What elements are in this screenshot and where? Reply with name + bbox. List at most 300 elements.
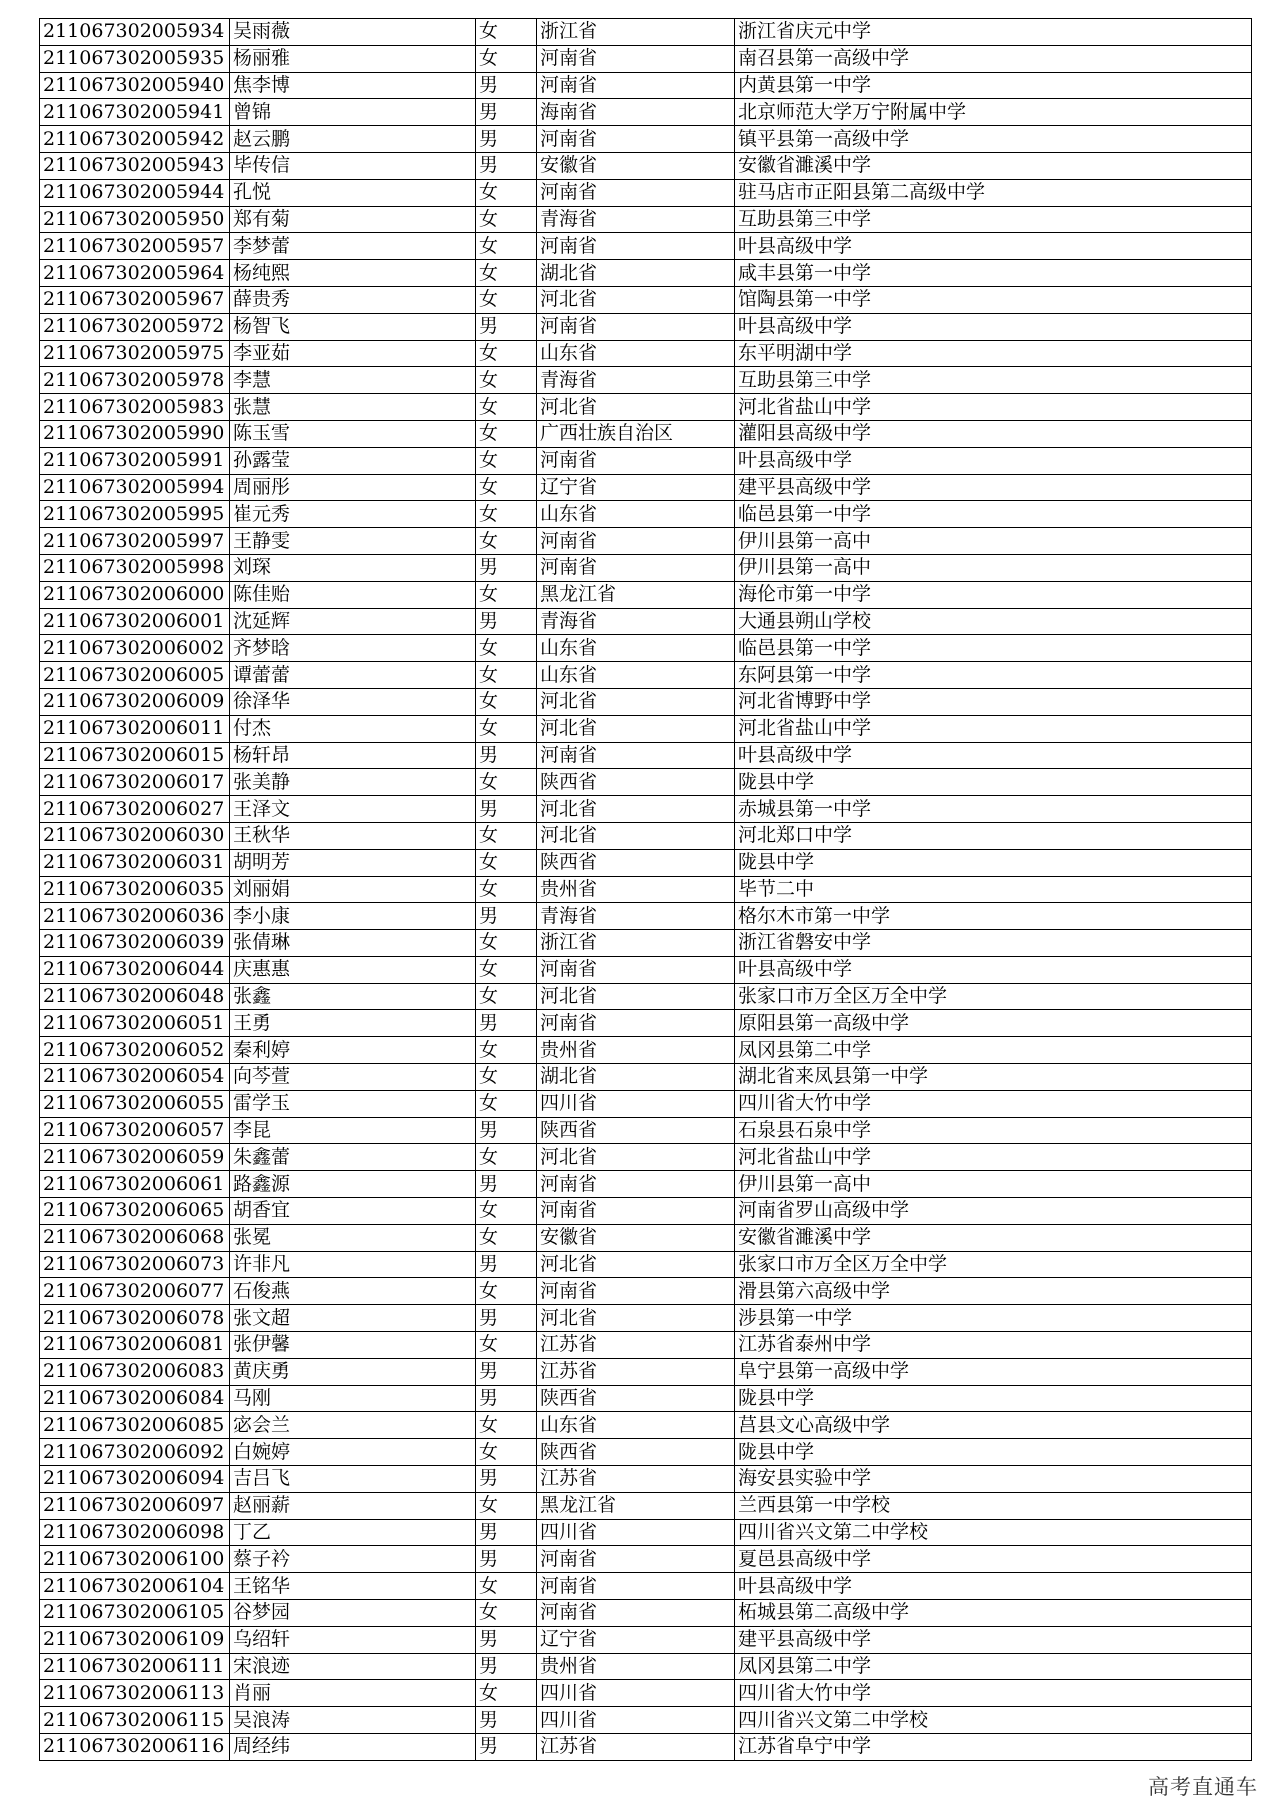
table-row xyxy=(40,554,1252,581)
school-cell: 四川省大竹中学 xyxy=(735,1090,1252,1117)
table-row xyxy=(40,1385,1252,1412)
table-row xyxy=(40,19,1252,46)
gender-cell: 女 xyxy=(476,1600,537,1627)
gender-cell: 女 xyxy=(476,286,537,313)
table-row xyxy=(40,715,1252,742)
province-cell: 河南省 xyxy=(537,1010,735,1037)
province-cell: 黑龙江省 xyxy=(537,1492,735,1519)
province-cell: 河南省 xyxy=(537,233,735,260)
name-cell: 杨纯熙 xyxy=(230,260,476,287)
table-row xyxy=(40,1332,1252,1359)
table-row xyxy=(40,876,1252,903)
gender-cell: 男 xyxy=(476,1305,537,1332)
school-cell: 临邑县第一中学 xyxy=(735,501,1252,528)
table-row xyxy=(40,1734,1252,1761)
province-cell: 江苏省 xyxy=(537,1466,735,1493)
name-cell: 胡明芳 xyxy=(230,849,476,876)
name-cell: 毕传信 xyxy=(230,152,476,179)
gender-cell: 女 xyxy=(476,983,537,1010)
candidate-id-cell: 211067302005964 xyxy=(40,260,230,287)
gender-cell: 男 xyxy=(476,1546,537,1573)
gender-cell: 男 xyxy=(476,1653,537,1680)
province-cell: 浙江省 xyxy=(537,19,735,46)
province-cell: 河南省 xyxy=(537,1546,735,1573)
province-cell: 河南省 xyxy=(537,1198,735,1225)
province-cell: 河北省 xyxy=(537,688,735,715)
candidate-id-cell: 211067302006001 xyxy=(40,608,230,635)
candidate-id-cell: 211067302005957 xyxy=(40,233,230,260)
watermark-text: 高考直通车 xyxy=(1148,1775,1258,1799)
name-cell: 谭蕾蕾 xyxy=(230,662,476,689)
table-row xyxy=(40,1573,1252,1600)
school-cell: 陇县中学 xyxy=(735,1439,1252,1466)
candidate-id-cell: 211067302006105 xyxy=(40,1600,230,1627)
school-cell: 驻马店市正阳县第二高级中学 xyxy=(735,179,1252,206)
gender-cell: 女 xyxy=(476,19,537,46)
candidate-id-cell: 211067302006100 xyxy=(40,1546,230,1573)
candidate-id-cell: 211067302006039 xyxy=(40,930,230,957)
school-cell: 大通县朔山学校 xyxy=(735,608,1252,635)
province-cell: 河北省 xyxy=(537,286,735,313)
name-cell: 杨丽雅 xyxy=(230,45,476,72)
gender-cell: 女 xyxy=(476,179,537,206)
name-cell: 吴浪涛 xyxy=(230,1707,476,1734)
candidate-id-cell: 211067302006109 xyxy=(40,1626,230,1653)
name-cell: 张冕 xyxy=(230,1224,476,1251)
province-cell: 四川省 xyxy=(537,1680,735,1707)
school-cell: 互助县第三中学 xyxy=(735,367,1252,394)
table-row xyxy=(40,1010,1252,1037)
candidate-id-cell: 211067302006000 xyxy=(40,581,230,608)
school-cell: 叶县高级中学 xyxy=(735,956,1252,983)
table-row xyxy=(40,662,1252,689)
name-cell: 焦李博 xyxy=(230,72,476,99)
province-cell: 贵州省 xyxy=(537,1653,735,1680)
gender-cell: 男 xyxy=(476,313,537,340)
table-row xyxy=(40,769,1252,796)
name-cell: 吉吕飞 xyxy=(230,1466,476,1493)
name-cell: 刘琛 xyxy=(230,554,476,581)
candidate-id-cell: 211067302005942 xyxy=(40,126,230,153)
school-cell: 叶县高级中学 xyxy=(735,313,1252,340)
name-cell: 朱鑫蕾 xyxy=(230,1144,476,1171)
table-row xyxy=(40,394,1252,421)
gender-cell: 女 xyxy=(476,1278,537,1305)
province-cell: 江苏省 xyxy=(537,1358,735,1385)
table-row xyxy=(40,313,1252,340)
province-cell: 山东省 xyxy=(537,1412,735,1439)
province-cell: 四川省 xyxy=(537,1707,735,1734)
school-cell: 张家口市万全区万全中学 xyxy=(735,1251,1252,1278)
province-cell: 浙江省 xyxy=(537,930,735,957)
school-cell: 河南省罗山高级中学 xyxy=(735,1198,1252,1225)
gender-cell: 男 xyxy=(476,1117,537,1144)
table-row xyxy=(40,340,1252,367)
candidate-id-cell: 211067302006057 xyxy=(40,1117,230,1144)
table-row xyxy=(40,420,1252,447)
name-cell: 薛贵秀 xyxy=(230,286,476,313)
gender-cell: 女 xyxy=(476,662,537,689)
candidate-id-cell: 211067302006052 xyxy=(40,1037,230,1064)
gender-cell: 女 xyxy=(476,394,537,421)
candidate-id-cell: 211067302006104 xyxy=(40,1573,230,1600)
school-cell: 陇县中学 xyxy=(735,849,1252,876)
name-cell: 周经纬 xyxy=(230,1734,476,1761)
school-cell: 江苏省阜宁中学 xyxy=(735,1734,1252,1761)
gender-cell: 男 xyxy=(476,1734,537,1761)
name-cell: 刘丽娟 xyxy=(230,876,476,903)
province-cell: 安徽省 xyxy=(537,152,735,179)
school-cell: 建平县高级中学 xyxy=(735,474,1252,501)
table-row xyxy=(40,1358,1252,1385)
name-cell: 杨轩昂 xyxy=(230,742,476,769)
candidate-id-cell: 211067302006055 xyxy=(40,1090,230,1117)
gender-cell: 女 xyxy=(476,769,537,796)
candidate-id-cell: 211067302006017 xyxy=(40,769,230,796)
candidate-id-cell: 211067302006035 xyxy=(40,876,230,903)
school-cell: 浙江省庆元中学 xyxy=(735,19,1252,46)
gender-cell: 男 xyxy=(476,72,537,99)
school-cell: 赤城县第一中学 xyxy=(735,796,1252,823)
candidate-id-cell: 211067302006065 xyxy=(40,1198,230,1225)
gender-cell: 男 xyxy=(476,554,537,581)
name-cell: 崔元秀 xyxy=(230,501,476,528)
school-cell: 河北省盐山中学 xyxy=(735,394,1252,421)
candidate-id-cell: 211067302005990 xyxy=(40,420,230,447)
province-cell: 贵州省 xyxy=(537,876,735,903)
candidate-id-cell: 211067302006084 xyxy=(40,1385,230,1412)
gender-cell: 女 xyxy=(476,1090,537,1117)
candidate-id-cell: 211067302006044 xyxy=(40,956,230,983)
gender-cell: 女 xyxy=(476,1680,537,1707)
gender-cell: 男 xyxy=(476,1626,537,1653)
gender-cell: 女 xyxy=(476,1492,537,1519)
name-cell: 李小康 xyxy=(230,903,476,930)
province-cell: 青海省 xyxy=(537,367,735,394)
name-cell: 白婉婷 xyxy=(230,1439,476,1466)
candidate-id-cell: 211067302005941 xyxy=(40,99,230,126)
table-row xyxy=(40,1198,1252,1225)
candidate-id-cell: 211067302006009 xyxy=(40,688,230,715)
gender-cell: 女 xyxy=(476,528,537,555)
school-cell: 四川省大竹中学 xyxy=(735,1680,1252,1707)
candidate-id-cell: 211067302006030 xyxy=(40,822,230,849)
name-cell: 向芩萱 xyxy=(230,1064,476,1091)
table-row xyxy=(40,956,1252,983)
name-cell: 张鑫 xyxy=(230,983,476,1010)
province-cell: 四川省 xyxy=(537,1519,735,1546)
candidate-id-cell: 211067302006073 xyxy=(40,1251,230,1278)
table-row xyxy=(40,1117,1252,1144)
gender-cell: 男 xyxy=(476,1358,537,1385)
school-cell: 灌阳县高级中学 xyxy=(735,420,1252,447)
table-row xyxy=(40,45,1252,72)
province-cell: 山东省 xyxy=(537,662,735,689)
province-cell: 河北省 xyxy=(537,983,735,1010)
table-row xyxy=(40,581,1252,608)
name-cell: 郑有菊 xyxy=(230,206,476,233)
name-cell: 李梦蕾 xyxy=(230,233,476,260)
candidate-id-cell: 211067302006036 xyxy=(40,903,230,930)
school-cell: 莒县文心高级中学 xyxy=(735,1412,1252,1439)
school-cell: 柘城县第二高级中学 xyxy=(735,1600,1252,1627)
candidate-id-cell: 211067302006098 xyxy=(40,1519,230,1546)
province-cell: 河南省 xyxy=(537,742,735,769)
school-cell: 涉县第一中学 xyxy=(735,1305,1252,1332)
table-row xyxy=(40,286,1252,313)
table-row xyxy=(40,99,1252,126)
province-cell: 黑龙江省 xyxy=(537,581,735,608)
table-row xyxy=(40,635,1252,662)
gender-cell: 女 xyxy=(476,1412,537,1439)
name-cell: 张文超 xyxy=(230,1305,476,1332)
gender-cell: 女 xyxy=(476,930,537,957)
gender-cell: 女 xyxy=(476,1332,537,1359)
province-cell: 河南省 xyxy=(537,126,735,153)
name-cell: 吴雨薇 xyxy=(230,19,476,46)
school-cell: 互助县第三中学 xyxy=(735,206,1252,233)
school-cell: 格尔木市第一中学 xyxy=(735,903,1252,930)
school-cell: 伊川县第一高中 xyxy=(735,1171,1252,1198)
name-cell: 庆惠惠 xyxy=(230,956,476,983)
school-cell: 河北省博野中学 xyxy=(735,688,1252,715)
province-cell: 广西壮族自治区 xyxy=(537,420,735,447)
province-cell: 河南省 xyxy=(537,1573,735,1600)
name-cell: 杨智飞 xyxy=(230,313,476,340)
gender-cell: 男 xyxy=(476,1519,537,1546)
table-row xyxy=(40,1305,1252,1332)
candidate-id-cell: 211067302005940 xyxy=(40,72,230,99)
province-cell: 河北省 xyxy=(537,394,735,421)
province-cell: 河南省 xyxy=(537,447,735,474)
province-cell: 陕西省 xyxy=(537,1117,735,1144)
candidate-id-cell: 211067302006085 xyxy=(40,1412,230,1439)
candidate-id-cell: 211067302006031 xyxy=(40,849,230,876)
gender-cell: 女 xyxy=(476,1439,537,1466)
school-cell: 浙江省磐安中学 xyxy=(735,930,1252,957)
table-row xyxy=(40,1412,1252,1439)
province-cell: 青海省 xyxy=(537,206,735,233)
candidate-id-cell: 211067302006048 xyxy=(40,983,230,1010)
table-row xyxy=(40,233,1252,260)
table-row xyxy=(40,1224,1252,1251)
school-cell: 凤冈县第二中学 xyxy=(735,1037,1252,1064)
gender-cell: 女 xyxy=(476,1037,537,1064)
province-cell: 河南省 xyxy=(537,313,735,340)
candidate-id-cell: 211067302006068 xyxy=(40,1224,230,1251)
province-cell: 河北省 xyxy=(537,822,735,849)
name-cell: 丁乙 xyxy=(230,1519,476,1546)
candidate-id-cell: 211067302005995 xyxy=(40,501,230,528)
gender-cell: 女 xyxy=(476,340,537,367)
name-cell: 马刚 xyxy=(230,1385,476,1412)
table-row xyxy=(40,1707,1252,1734)
province-cell: 江苏省 xyxy=(537,1332,735,1359)
province-cell: 河北省 xyxy=(537,1144,735,1171)
table-row xyxy=(40,1519,1252,1546)
school-cell: 滑县第六高级中学 xyxy=(735,1278,1252,1305)
candidate-id-cell: 211067302006113 xyxy=(40,1680,230,1707)
table-row xyxy=(40,1171,1252,1198)
school-cell: 东阿县第一中学 xyxy=(735,662,1252,689)
school-cell: 叶县高级中学 xyxy=(735,1573,1252,1600)
candidate-id-cell: 211067302005944 xyxy=(40,179,230,206)
gender-cell: 男 xyxy=(476,742,537,769)
name-cell: 曾锦 xyxy=(230,99,476,126)
name-cell: 张慧 xyxy=(230,394,476,421)
gender-cell: 男 xyxy=(476,608,537,635)
name-cell: 雷学玉 xyxy=(230,1090,476,1117)
school-cell: 陇县中学 xyxy=(735,1385,1252,1412)
province-cell: 河南省 xyxy=(537,179,735,206)
table-row xyxy=(40,1653,1252,1680)
gender-cell: 男 xyxy=(476,796,537,823)
candidate-id-cell: 211067302006083 xyxy=(40,1358,230,1385)
name-cell: 李昆 xyxy=(230,1117,476,1144)
table-row xyxy=(40,796,1252,823)
gender-cell: 女 xyxy=(476,45,537,72)
school-cell: 阜宁县第一高级中学 xyxy=(735,1358,1252,1385)
table-row xyxy=(40,179,1252,206)
gender-cell: 女 xyxy=(476,956,537,983)
table-row xyxy=(40,1626,1252,1653)
school-cell: 凤冈县第二中学 xyxy=(735,1653,1252,1680)
table-row xyxy=(40,474,1252,501)
name-cell: 黄庆勇 xyxy=(230,1358,476,1385)
name-cell: 路鑫源 xyxy=(230,1171,476,1198)
province-cell: 海南省 xyxy=(537,99,735,126)
school-cell: 江苏省泰州中学 xyxy=(735,1332,1252,1359)
province-cell: 贵州省 xyxy=(537,1037,735,1064)
name-cell: 张美静 xyxy=(230,769,476,796)
school-cell: 四川省兴文第二中学校 xyxy=(735,1519,1252,1546)
gender-cell: 女 xyxy=(476,1198,537,1225)
school-cell: 叶县高级中学 xyxy=(735,742,1252,769)
gender-cell: 女 xyxy=(476,715,537,742)
school-cell: 石泉县石泉中学 xyxy=(735,1117,1252,1144)
school-cell: 内黄县第一中学 xyxy=(735,72,1252,99)
province-cell: 河北省 xyxy=(537,715,735,742)
name-cell: 宋浪迹 xyxy=(230,1653,476,1680)
school-cell: 安徽省濉溪中学 xyxy=(735,152,1252,179)
candidate-id-cell: 211067302006051 xyxy=(40,1010,230,1037)
name-cell: 李亚茹 xyxy=(230,340,476,367)
table-row xyxy=(40,1090,1252,1117)
table-row xyxy=(40,1492,1252,1519)
province-cell: 河南省 xyxy=(537,72,735,99)
gender-cell: 男 xyxy=(476,1707,537,1734)
name-cell: 陈佳贻 xyxy=(230,581,476,608)
name-cell: 王秋华 xyxy=(230,822,476,849)
name-cell: 李慧 xyxy=(230,367,476,394)
gender-cell: 女 xyxy=(476,233,537,260)
table-row xyxy=(40,822,1252,849)
province-cell: 四川省 xyxy=(537,1090,735,1117)
candidate-id-cell: 211067302005967 xyxy=(40,286,230,313)
province-cell: 陕西省 xyxy=(537,769,735,796)
candidate-id-cell: 211067302005935 xyxy=(40,45,230,72)
candidate-id-cell: 211067302006081 xyxy=(40,1332,230,1359)
table-row xyxy=(40,152,1252,179)
gender-cell: 女 xyxy=(476,1224,537,1251)
table-row xyxy=(40,501,1252,528)
province-cell: 青海省 xyxy=(537,608,735,635)
table-row xyxy=(40,688,1252,715)
gender-cell: 男 xyxy=(476,1251,537,1278)
name-cell: 许非凡 xyxy=(230,1251,476,1278)
candidate-id-cell: 211067302005983 xyxy=(40,394,230,421)
gender-cell: 男 xyxy=(476,1171,537,1198)
name-cell: 沈延辉 xyxy=(230,608,476,635)
province-cell: 辽宁省 xyxy=(537,474,735,501)
province-cell: 山东省 xyxy=(537,635,735,662)
table-row xyxy=(40,1037,1252,1064)
school-cell: 馆陶县第一中学 xyxy=(735,286,1252,313)
candidate-id-cell: 211067302005998 xyxy=(40,554,230,581)
table-row xyxy=(40,1439,1252,1466)
gender-cell: 女 xyxy=(476,474,537,501)
name-cell: 孔悦 xyxy=(230,179,476,206)
gender-cell: 男 xyxy=(476,1010,537,1037)
name-cell: 赵云鹏 xyxy=(230,126,476,153)
table-row xyxy=(40,447,1252,474)
gender-cell: 男 xyxy=(476,1385,537,1412)
table-row xyxy=(40,742,1252,769)
school-cell: 兰西县第一中学校 xyxy=(735,1492,1252,1519)
name-cell: 徐泽华 xyxy=(230,688,476,715)
candidate-id-cell: 211067302005994 xyxy=(40,474,230,501)
gender-cell: 女 xyxy=(476,635,537,662)
province-cell: 江苏省 xyxy=(537,1734,735,1761)
table-row xyxy=(40,1466,1252,1493)
name-cell: 周丽彤 xyxy=(230,474,476,501)
name-cell: 谷梦园 xyxy=(230,1600,476,1627)
gender-cell: 女 xyxy=(476,822,537,849)
gender-cell: 女 xyxy=(476,581,537,608)
school-cell: 安徽省濉溪中学 xyxy=(735,1224,1252,1251)
school-cell: 南召县第一高级中学 xyxy=(735,45,1252,72)
school-cell: 河北郑口中学 xyxy=(735,822,1252,849)
province-cell: 河南省 xyxy=(537,1278,735,1305)
province-cell: 湖北省 xyxy=(537,1064,735,1091)
name-cell: 赵丽薪 xyxy=(230,1492,476,1519)
name-cell: 孙露莹 xyxy=(230,447,476,474)
candidate-id-cell: 211067302006061 xyxy=(40,1171,230,1198)
province-cell: 山东省 xyxy=(537,340,735,367)
candidate-id-cell: 211067302006015 xyxy=(40,742,230,769)
school-cell: 临邑县第一中学 xyxy=(735,635,1252,662)
table-row xyxy=(40,1064,1252,1091)
gender-cell: 女 xyxy=(476,501,537,528)
name-cell: 乌绍轩 xyxy=(230,1626,476,1653)
province-cell: 湖北省 xyxy=(537,260,735,287)
candidate-id-cell: 211067302005975 xyxy=(40,340,230,367)
gender-cell: 男 xyxy=(476,126,537,153)
name-cell: 肖丽 xyxy=(230,1680,476,1707)
school-cell: 叶县高级中学 xyxy=(735,447,1252,474)
name-cell: 秦利婷 xyxy=(230,1037,476,1064)
name-cell: 王泽文 xyxy=(230,796,476,823)
table-row xyxy=(40,1251,1252,1278)
candidate-id-cell: 211067302006078 xyxy=(40,1305,230,1332)
gender-cell: 女 xyxy=(476,876,537,903)
candidate-id-cell: 211067302006005 xyxy=(40,662,230,689)
candidate-id-cell: 211067302005950 xyxy=(40,206,230,233)
table-row xyxy=(40,1600,1252,1627)
candidate-id-cell: 211067302006111 xyxy=(40,1653,230,1680)
school-cell: 叶县高级中学 xyxy=(735,233,1252,260)
school-cell: 夏邑县高级中学 xyxy=(735,1546,1252,1573)
